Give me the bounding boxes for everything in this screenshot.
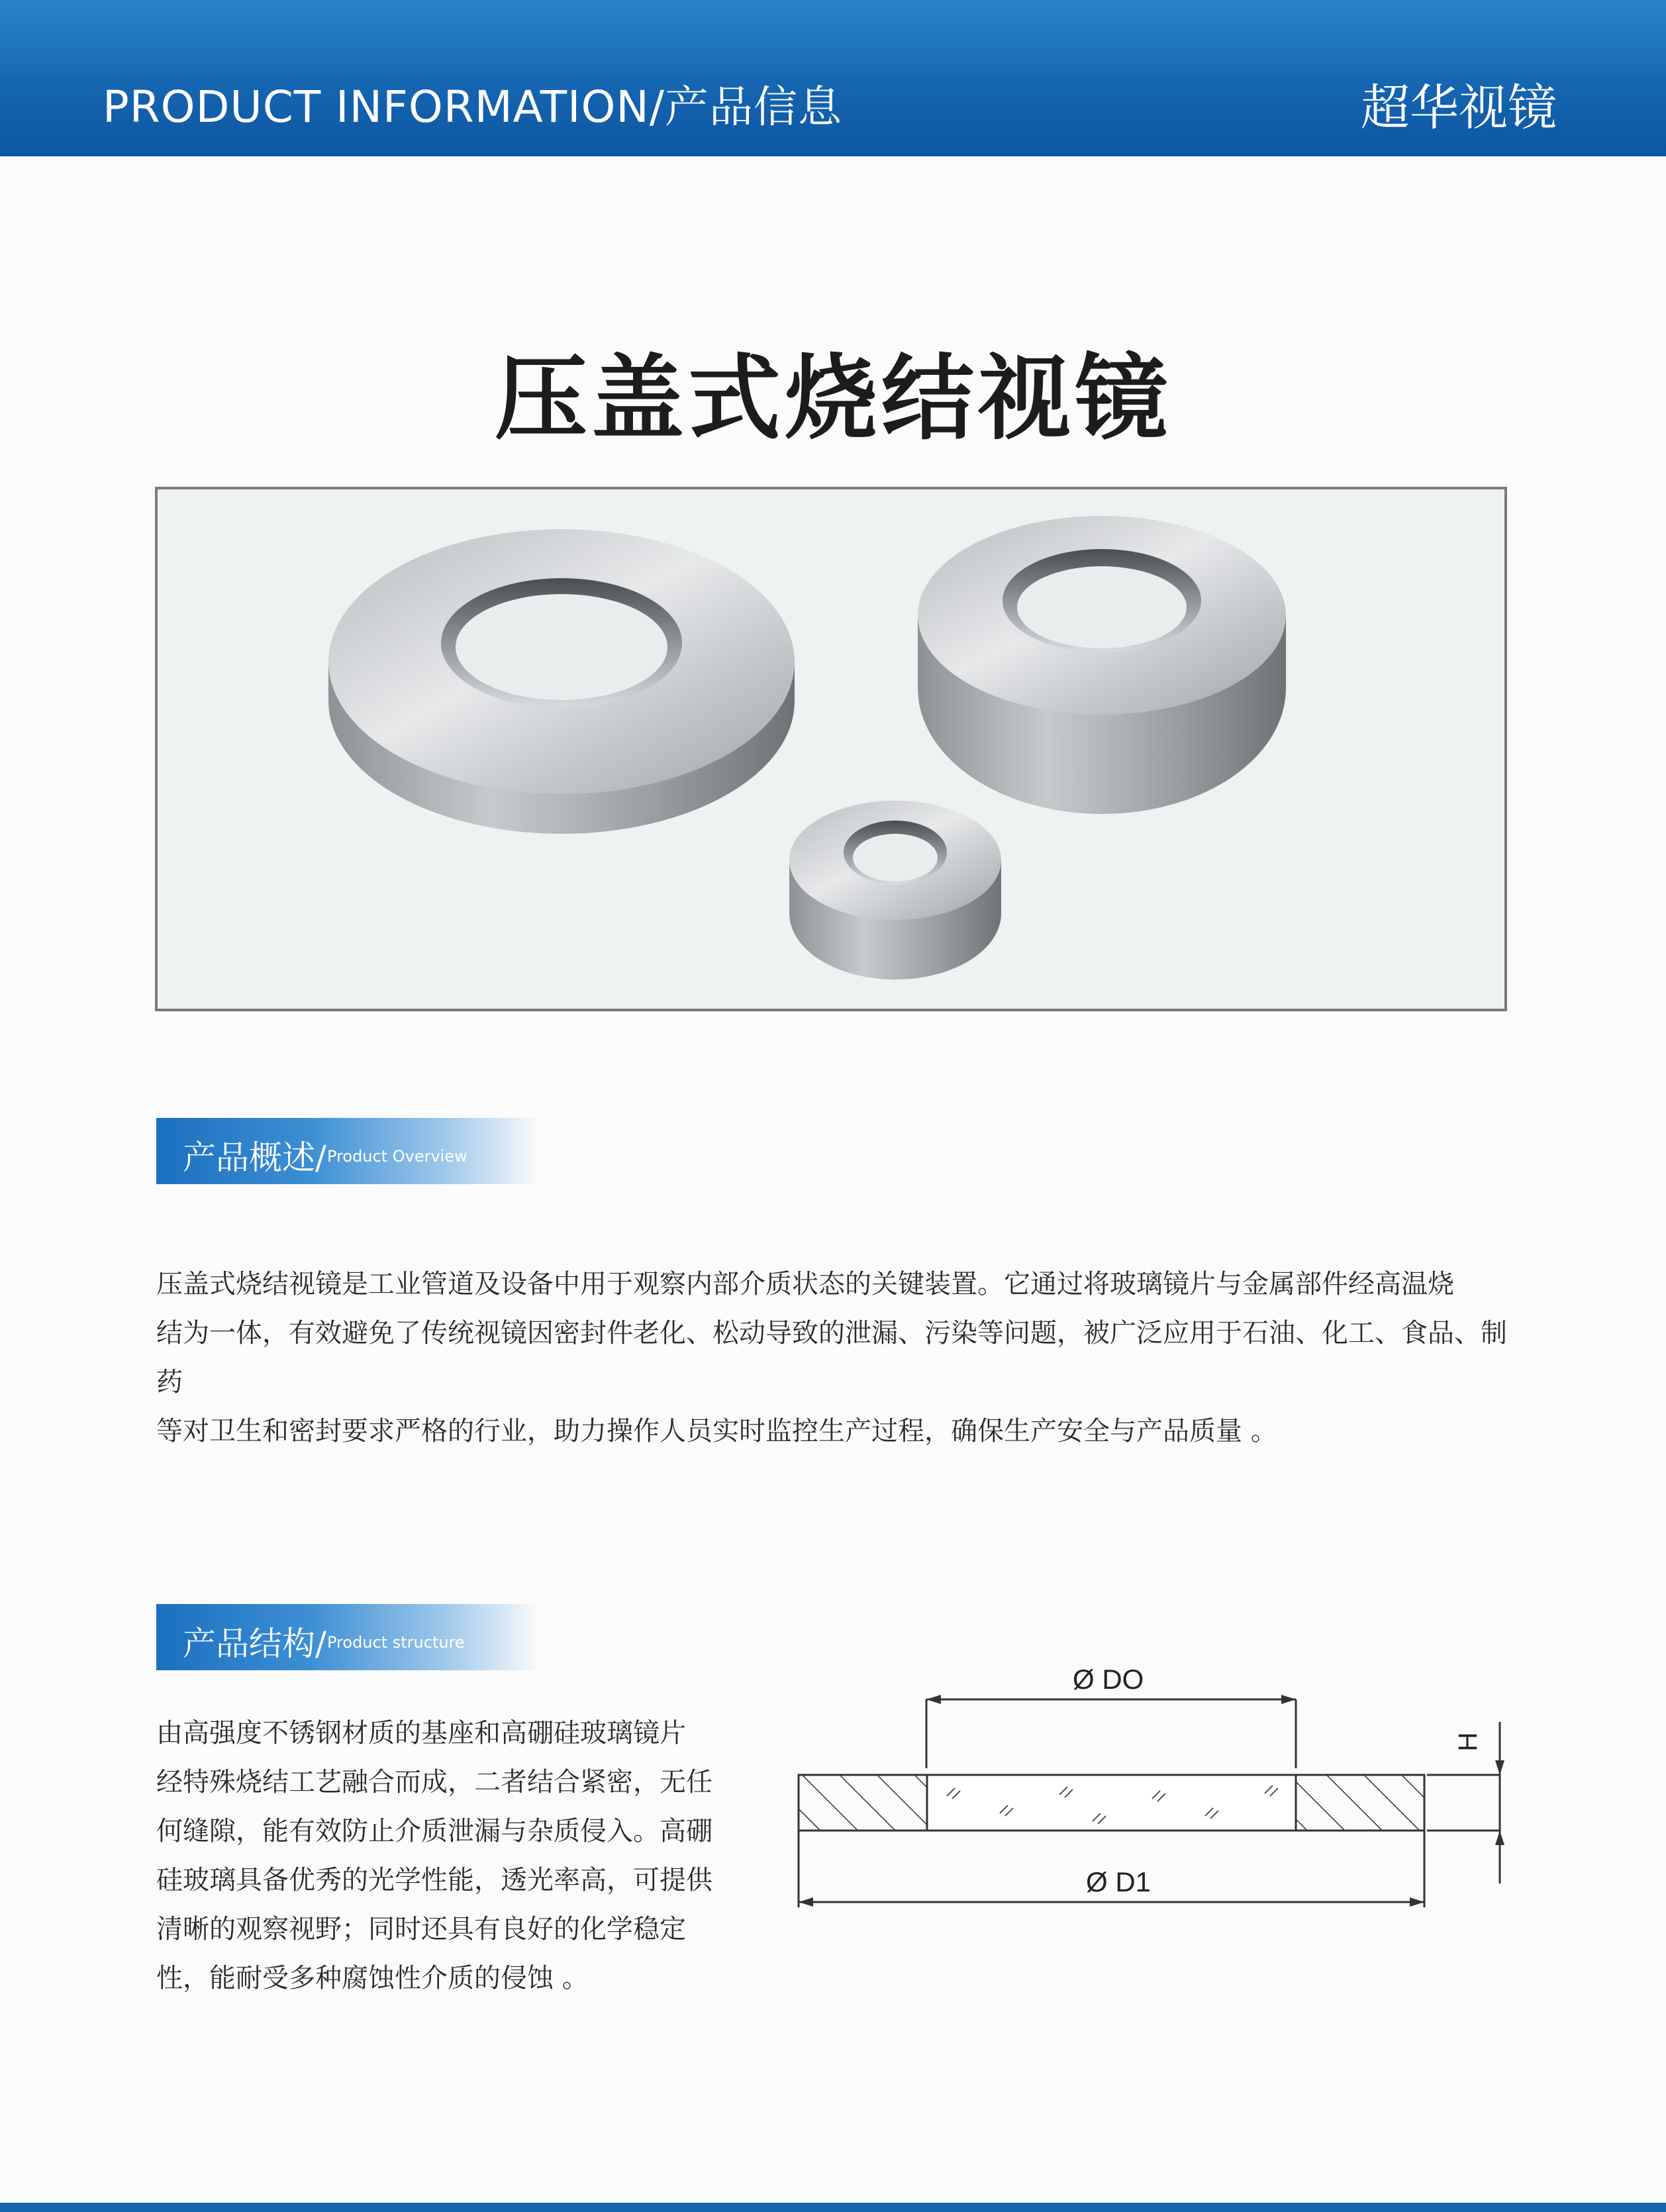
page-title: 压盖式烧结视镜 [494, 344, 1171, 453]
overview-label-en: Product Overview [327, 1147, 467, 1166]
overview-line: 压盖式烧结视镜是工业管道及设备中用于观察内部介质状态的关键装置。它通过将玻璃镜片与金属部件经高温烧 [156, 1269, 1454, 1299]
structure-paragraph [156, 1709, 722, 2003]
header-bar [0, 0, 1666, 156]
ring-right [918, 516, 1286, 814]
d1-label: Ø D1 [1086, 1866, 1152, 1897]
glass-lens [927, 1775, 1296, 1831]
metal-base-right [1296, 1775, 1424, 1831]
header-title: PRODUCT INFORMATION/产品信息 [103, 81, 843, 132]
footer-bar [0, 2203, 1666, 2212]
structure-line: 硅玻璃具备优秀的光学性能，透光率高，可提供 [156, 1865, 712, 1895]
ring-small-center [789, 801, 1001, 980]
structure-section-label [156, 1604, 540, 1670]
overview-line: 等对卫生和密封要求严格的行业，助力操作人员实时监控生产过程，确保生产安全与产品质量 。 [156, 1416, 1277, 1446]
structure-label-zh: 产品结构/ [183, 1625, 326, 1663]
metal-base-left [799, 1775, 927, 1831]
structure-line: 何缝隙，能有效防止介质泄漏与杂质侵入。高硼 [156, 1816, 712, 1846]
structure-line: 清晰的观察视野；同时还具有良好的化学稳定 [156, 1914, 686, 1944]
structure-line: 经特殊烧结工艺融合而成，二者结合紧密，无任 [156, 1767, 712, 1797]
structure-label-en: Product structure [327, 1633, 465, 1652]
dimension-diagram [781, 1642, 1523, 1934]
brand-name: 超华视镜 [1361, 79, 1557, 136]
overview-label-zh: 产品概述/ [183, 1138, 326, 1177]
overview-line: 结为一体，有效避免了传统视镜因密封件老化、松动导致的泄漏、污染等问题，被广泛应用于石油、化工、食品、制药 [156, 1318, 1507, 1397]
sight-glass-rings-illustration [158, 489, 1504, 1009]
large-ring-left [328, 529, 795, 834]
structure-line: 性，能耐受多种腐蚀性介质的侵蚀 。 [156, 1963, 589, 1993]
structure-line: 由高强度不锈钢材质的基座和高硼硅玻璃镜片 [156, 1718, 686, 1748]
cross-section-drawing [781, 1642, 1523, 1934]
product-photo [155, 487, 1507, 1011]
overview-section-label [156, 1118, 540, 1184]
do-label: Ø DO [1073, 1664, 1144, 1695]
overview-paragraph [156, 1260, 1514, 1456]
h-label: H [1453, 1732, 1483, 1752]
